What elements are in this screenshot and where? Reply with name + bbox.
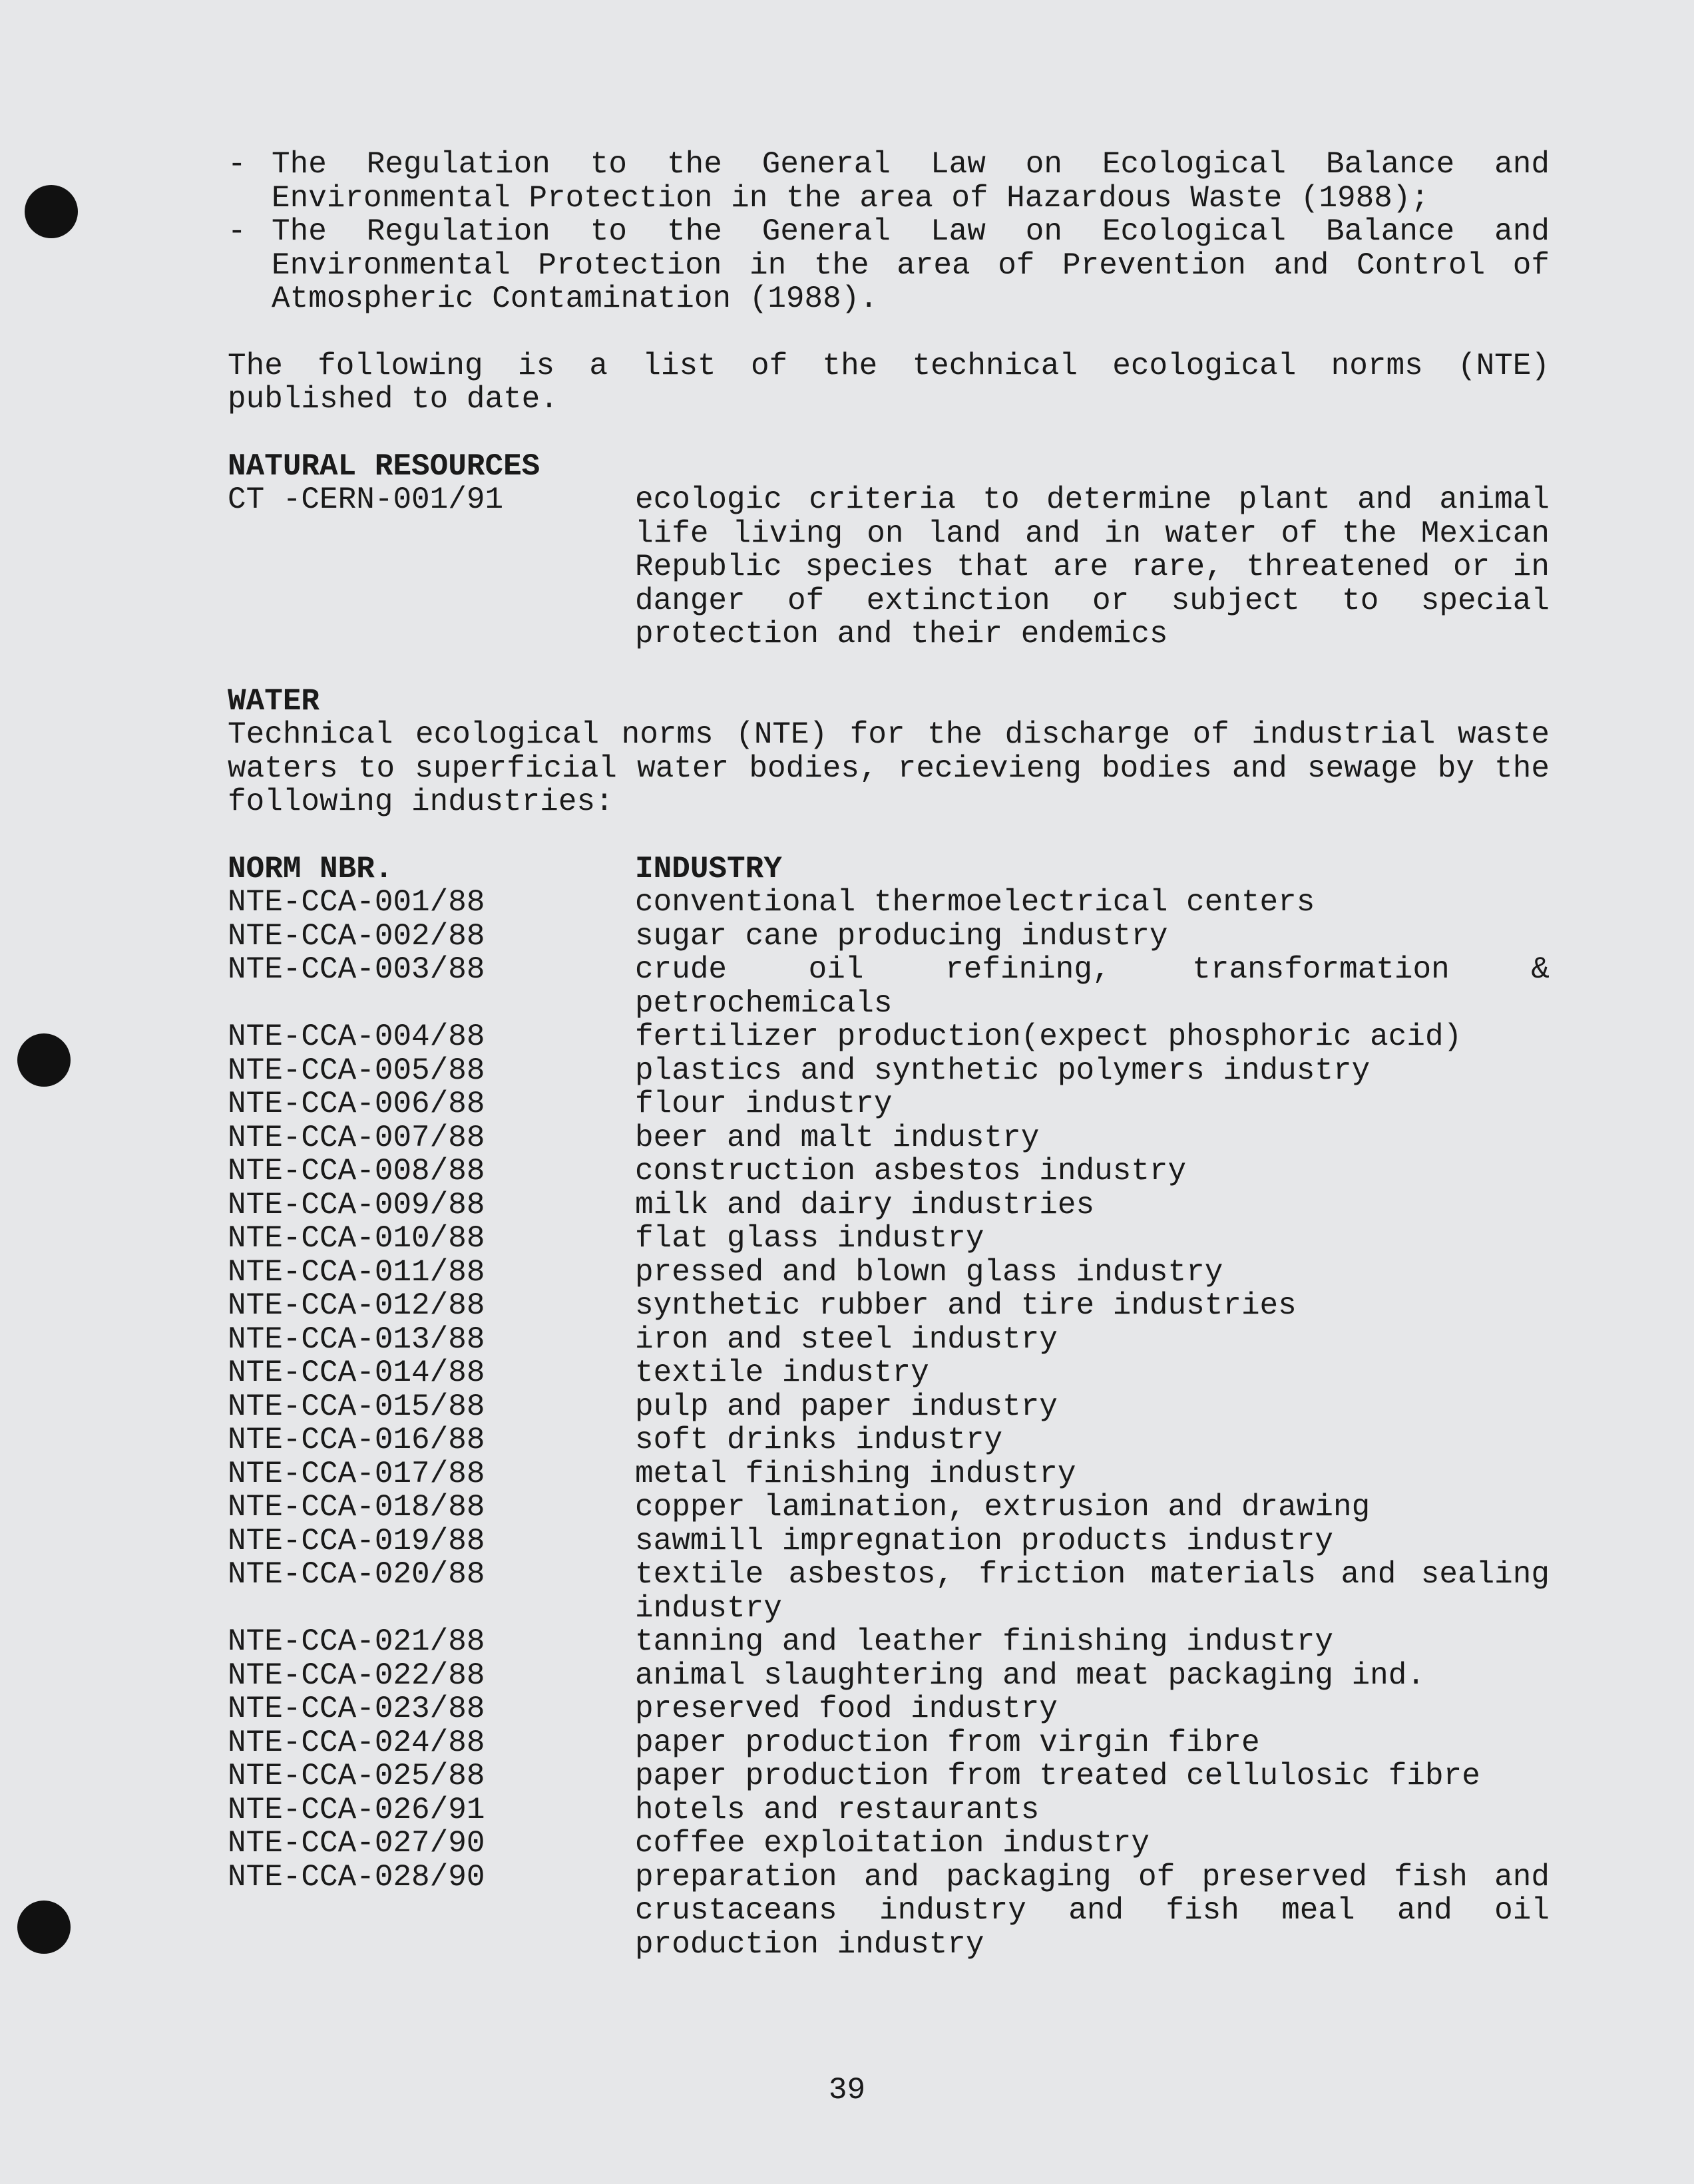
norms-table [228, 886, 1550, 1961]
norm-row [228, 1054, 1550, 1088]
industry-column-header: INDUSTRY [635, 851, 782, 886]
norm-industry: pulp and paper industry [635, 1389, 1058, 1424]
norm-industry: textile asbestos, friction materials and sealing industry [635, 1557, 1550, 1626]
norm-row [228, 1861, 1550, 1962]
norm-row [228, 1188, 1550, 1222]
norm-row [228, 1625, 1550, 1659]
norm-industry: plastics and synthetic polymers industry [635, 1053, 1371, 1088]
punch-hole-middle [17, 1033, 71, 1087]
punch-hole-top [25, 185, 78, 238]
norm-row [228, 1323, 1550, 1357]
norm-industry: flour industry [635, 1087, 893, 1121]
norm-row [228, 1256, 1550, 1290]
norm-industry: paper production from treated cellulosic fibre [635, 1759, 1480, 1793]
norm-row [228, 1423, 1550, 1457]
norm-code: NTE-CCA-007/88 [228, 1120, 485, 1155]
norms-table-header [228, 852, 1550, 886]
norm-row [228, 1121, 1550, 1155]
norm-industry: milk and dairy industries [635, 1187, 1095, 1222]
norm-industry: synthetic rubber and tire industries [635, 1288, 1297, 1323]
norm-code: NTE-CCA-004/88 [228, 1019, 485, 1054]
regulation-text: The Regulation to the General Law on Ecological Balance and Environmental Protection in the area of Hazardous Waste (1988); [272, 147, 1550, 216]
document-body [228, 148, 1550, 1961]
norm-code: NTE-CCA-008/88 [228, 1154, 485, 1188]
norm-row [228, 1155, 1550, 1188]
norm-industry: hotels and restaurants [635, 1792, 1040, 1827]
norm-industry: paper production from virgin fibre [635, 1725, 1260, 1760]
norm-code: NTE-CCA-006/88 [228, 1087, 485, 1121]
norm-row [228, 886, 1550, 920]
norm-code: NTE-CCA-018/88 [228, 1490, 485, 1525]
norm-industry: iron and steel industry [635, 1322, 1058, 1357]
norm-number-column-header: NORM NBR. [228, 851, 393, 886]
norm-code: NTE-CCA-017/88 [228, 1456, 485, 1491]
norm-code: NTE-CCA-027/90 [228, 1826, 485, 1861]
norm-industry: beer and malt industry [635, 1120, 1040, 1155]
norm-row [228, 1759, 1550, 1793]
norm-industry: preparation and packaging of preserved fish and crustaceans industry and fish meal and oil production industry [635, 1859, 1550, 1962]
norm-row [228, 1692, 1550, 1726]
norm-row [228, 1793, 1550, 1827]
regulation-bullet [228, 148, 1550, 215]
norm-code: NTE-CCA-020/88 [228, 1557, 485, 1592]
norm-code: NTE-CCA-022/88 [228, 1658, 485, 1693]
norm-industry: sawmill impregnation products industry [635, 1523, 1333, 1558]
norm-row [228, 1827, 1550, 1861]
norm-industry: pressed and blown glass industry [635, 1254, 1223, 1290]
norm-industry: animal slaughtering and meat packaging ind. [635, 1658, 1425, 1693]
norm-code: NTE-CCA-026/91 [228, 1792, 485, 1827]
norm-description: ecologic criteria to determine plant and animal life living on land and in water of the Mexican Republic species that are rare, threatened or in danger of extinction or subject to special protection and their endemics [635, 482, 1550, 651]
norm-code: NTE-CCA-009/88 [228, 1187, 485, 1222]
norm-code: NTE-CCA-012/88 [228, 1288, 485, 1323]
norm-code: NTE-CCA-023/88 [228, 1692, 485, 1726]
norm-row [228, 920, 1550, 954]
water-intro-paragraph: Technical ecological norms (NTE) for the discharge of industrial waste waters to superficial water bodies, recievieng bodies and sewage by the following industries: [228, 717, 1550, 819]
norm-industry: conventional thermoelectrical centers [635, 885, 1315, 920]
norm-row [228, 1525, 1550, 1558]
norm-code: NTE-CCA-021/88 [228, 1624, 485, 1659]
norm-row [228, 1558, 1550, 1625]
norm-row [228, 1457, 1550, 1491]
norm-code: NTE-CCA-001/88 [228, 885, 485, 920]
bullet-dash: - [228, 147, 246, 182]
norm-industry: textile industry [635, 1356, 929, 1390]
water-heading: WATER [228, 683, 320, 719]
norm-industry: metal finishing industry [635, 1456, 1076, 1491]
norm-code: NTE-CCA-013/88 [228, 1322, 485, 1357]
norm-code: NTE-CCA-024/88 [228, 1725, 485, 1760]
norm-row [228, 1491, 1550, 1525]
norm-code: NTE-CCA-019/88 [228, 1523, 485, 1558]
norm-code: CT -CERN-001/91 [228, 482, 504, 517]
norm-code: NTE-CCA-005/88 [228, 1053, 485, 1088]
norm-industry: construction asbestos industry [635, 1154, 1187, 1188]
norm-industry: crude oil refining, transformation & petrochemicals [635, 952, 1550, 1021]
norm-row [228, 953, 1550, 1020]
bullet-dash: - [228, 214, 246, 249]
norm-industry: preserved food industry [635, 1692, 1058, 1726]
natural-resources-row [228, 483, 1550, 651]
norm-industry: flat glass industry [635, 1221, 984, 1256]
norm-row [228, 1222, 1550, 1256]
punch-hole-bottom [17, 1901, 71, 1954]
norm-code: NTE-CCA-002/88 [228, 918, 485, 954]
norm-code: NTE-CCA-014/88 [228, 1356, 485, 1390]
norm-code: NTE-CCA-015/88 [228, 1389, 485, 1424]
norm-row [228, 1356, 1550, 1390]
norm-code: NTE-CCA-011/88 [228, 1254, 485, 1290]
norm-code: NTE-CCA-003/88 [228, 952, 485, 987]
list-intro-paragraph: The following is a list of the technical ecological norms (NTE) published to date. [228, 348, 1550, 417]
norm-industry: soft drinks industry [635, 1423, 1003, 1457]
norm-industry: copper lamination, extrusion and drawing [635, 1490, 1371, 1525]
norm-row [228, 1390, 1550, 1424]
norm-industry: coffee exploitation industry [635, 1826, 1150, 1861]
norm-code: NTE-CCA-025/88 [228, 1759, 485, 1793]
regulation-text: The Regulation to the General Law on Ecological Balance and Environmental Protection in the area of Prevention and Control of Atmospheric Contamination (1988). [272, 214, 1550, 316]
norm-row [228, 1020, 1550, 1054]
norm-row [228, 1659, 1550, 1693]
norm-row [228, 1087, 1550, 1121]
page-number: 39 [828, 2073, 866, 2107]
norm-industry: fertilizer production(expect phosphoric acid) [635, 1019, 1462, 1054]
norm-code: NTE-CCA-010/88 [228, 1221, 485, 1256]
norm-industry: sugar cane producing industry [635, 918, 1168, 954]
norm-code: NTE-CCA-016/88 [228, 1423, 485, 1457]
norm-row [228, 1726, 1550, 1760]
norm-industry: tanning and leather finishing industry [635, 1624, 1333, 1659]
norm-code: NTE-CCA-028/90 [228, 1859, 485, 1895]
regulation-bullet [228, 215, 1550, 316]
norm-row [228, 1289, 1550, 1323]
natural-resources-heading: NATURAL RESOURCES [228, 449, 540, 484]
